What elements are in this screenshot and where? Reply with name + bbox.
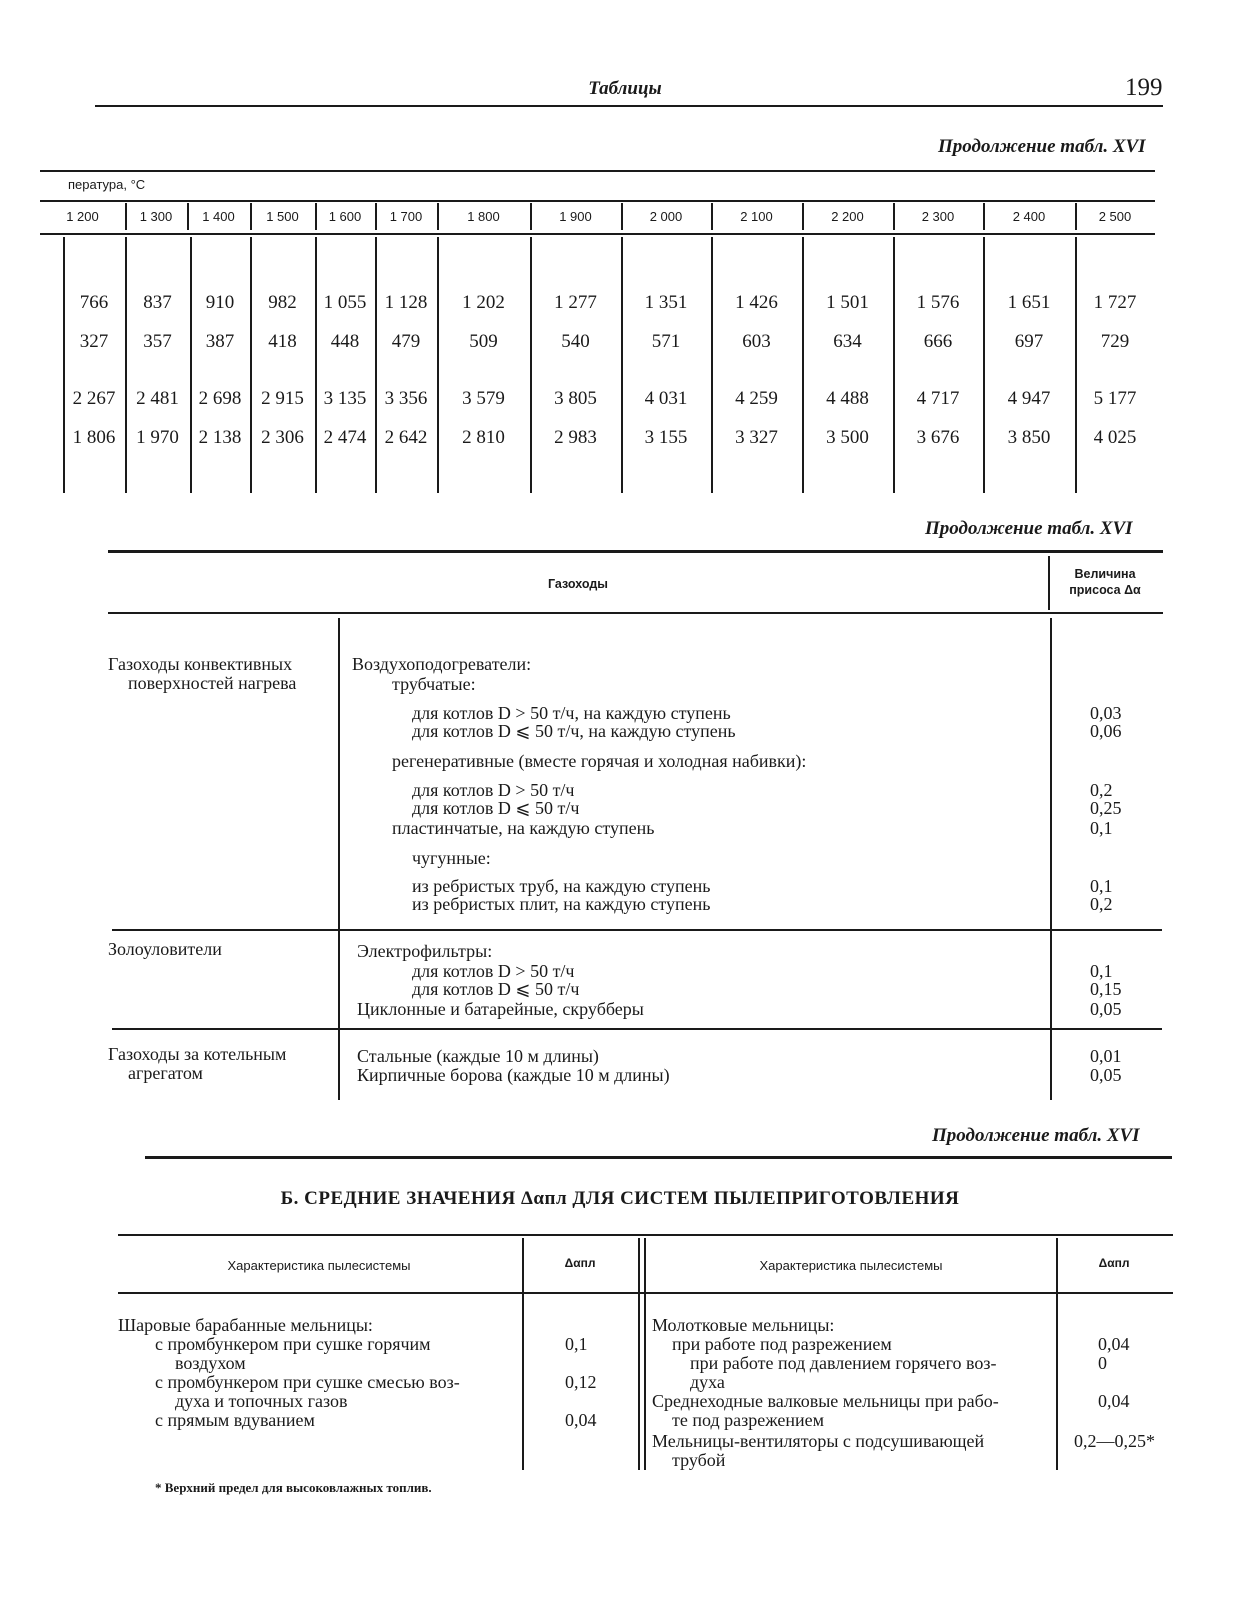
table1-cell: 2 642: [384, 427, 428, 448]
table1-cell: 387: [205, 331, 235, 352]
table1-cell: 2 138: [198, 427, 242, 448]
table1-cell: 4 488: [826, 388, 869, 409]
running-title: Таблицы: [588, 78, 662, 99]
table1-cell: 729: [1100, 331, 1130, 352]
table1-column-line: [802, 237, 804, 493]
table3-left-value: 0,1: [565, 1334, 588, 1354]
table3-column-line: [638, 1238, 640, 1470]
table1-column-header: 2 200: [831, 209, 864, 224]
table1-cell: 766: [79, 292, 109, 313]
table1-cell: 540: [561, 331, 590, 352]
table1-cell: 3 155: [644, 427, 688, 448]
table3-right-text: Среднеходные валковые мельницы при рабо-: [652, 1391, 999, 1411]
table1-column-header: 1 600: [328, 209, 362, 224]
table1-column-line: [1075, 237, 1077, 493]
table1-header-rule: [40, 233, 1155, 235]
table2-group-rule: [112, 929, 1162, 931]
table1-cell: 4 717: [916, 388, 960, 409]
table1-cell: 357: [143, 331, 172, 352]
table1-column-header: 2 500: [1098, 209, 1132, 224]
table1-column-line: [893, 237, 895, 493]
table2-col-header-1: Газоходы: [548, 577, 608, 591]
table2-vline-header: [1048, 556, 1050, 610]
table1-column-line: [250, 237, 252, 493]
table1-column-header: 1 200: [66, 209, 99, 224]
table3-header-top-rule: [118, 1234, 1173, 1236]
footnote: * Верхний предел для высоковлажных топлив.: [155, 1480, 432, 1495]
table3-column-line: [644, 1238, 646, 1470]
table1-cell: 5 177: [1093, 388, 1137, 409]
table1-column-header: 1 500: [266, 209, 299, 224]
table2-line-text: для котлов D ⩽ 50 т/ч: [412, 979, 580, 999]
table1-cell: 1 277: [554, 292, 597, 313]
table1-continuation: Продолжение табл. XVI: [938, 136, 1146, 157]
table1-cell: 3 676: [916, 427, 960, 448]
table1-cell: 1 128: [384, 292, 428, 313]
table2-top-rule: [108, 550, 1163, 553]
table3-column-line: [1056, 1238, 1058, 1470]
table2-line-value: 0,2: [1090, 780, 1113, 800]
table1-column-header: 1 800: [467, 209, 500, 224]
table3-continuation: Продолжение табл. XVI: [932, 1125, 1140, 1146]
table1-column-line: [375, 237, 377, 493]
table3-right-text: при работе под давлением горячего воз-: [690, 1353, 997, 1373]
table2-line-text: для котлов D ⩽ 50 т/ч, на каждую ступень: [412, 721, 736, 741]
table1-cell: 2 915: [261, 388, 304, 409]
table1-column-line: [63, 237, 65, 493]
table1-column-header: 1 900: [559, 209, 592, 224]
table2-line-text: регенеративные (вместе горячая и холодная набивки):: [392, 751, 807, 771]
table3-top-rule: [145, 1156, 1172, 1159]
table1-cell: 910: [205, 292, 235, 313]
table1-cell: 3 805: [554, 388, 597, 409]
table3-col-val-left: Δαпл: [564, 1256, 596, 1270]
table2-line-text: Электрофильтры:: [357, 941, 493, 961]
table3-col-char-right: Характеристика пылесистемы: [759, 1258, 943, 1273]
table1-column-line: [315, 237, 317, 493]
table1-sub-rule: [40, 200, 1155, 202]
table1-cell: 2 698: [198, 388, 242, 409]
table1-cell: 3 356: [384, 388, 428, 409]
table1-cell: 697: [1014, 331, 1044, 352]
table1-cell: 603: [742, 331, 771, 352]
table1-cell: 1 202: [462, 292, 505, 313]
table3-left-text: с промбункером при сушке смесью воз-: [155, 1372, 460, 1392]
table1-cell: 1 426: [735, 292, 778, 313]
table3-right-value: 0,04: [1098, 1334, 1130, 1354]
table2-line-text: для котлов D ⩽ 50 т/ч: [412, 798, 580, 818]
table1-cell: 509: [469, 331, 498, 352]
table2-line-value: 0,05: [1090, 1065, 1122, 1085]
table3-col-val-right: Δαпл: [1098, 1256, 1130, 1270]
table3-right-value: 0: [1098, 1353, 1107, 1373]
table3-right-text: те под разрежением: [672, 1410, 825, 1430]
table1-column-line: [711, 237, 713, 493]
table3-left-text: духа и топочных газов: [175, 1391, 348, 1411]
table1-cell: 3 500: [826, 427, 869, 448]
table2-line-value: 0,05: [1090, 999, 1122, 1019]
table1-column-line: [190, 237, 192, 493]
table1-column-line: [621, 237, 623, 493]
table2-line-text: Стальные (каждые 10 м длины): [357, 1046, 599, 1066]
table1-cell: 571: [651, 331, 681, 352]
table1-cell: 327: [79, 331, 109, 352]
table1-cell: 2 983: [554, 427, 597, 448]
table2-group-name: агрегатом: [128, 1063, 203, 1083]
table2-line-value: 0,06: [1090, 721, 1122, 741]
table3-col-char-left: Характеристика пылесистемы: [227, 1258, 411, 1273]
table1-column-header: 1 400: [202, 209, 235, 224]
table2-header-rule: [108, 612, 1163, 614]
table2-line-text: из ребристых труб, на каждую ступень: [412, 876, 711, 896]
table2-line-value: 0,2: [1090, 894, 1113, 914]
table3-right-value: 0,2—0,25*: [1074, 1431, 1155, 1451]
table2-group-name: Газоходы конвективных: [108, 654, 293, 674]
table2-group-name: поверхностей нагрева: [128, 673, 297, 693]
table1-cell: 3 135: [323, 388, 367, 409]
table2-line-text: пластинчатые, на каждую ступень: [392, 818, 655, 838]
table2-line-value: 0,1: [1090, 876, 1113, 896]
table3-right-value: 0,04: [1098, 1391, 1130, 1411]
table1-column-line: [983, 237, 985, 493]
table1-column-header: 1 700: [389, 209, 423, 224]
table1-cell: 2 474: [323, 427, 367, 448]
table2-line-text: Циклонные и батарейные, скрубберы: [357, 999, 644, 1019]
table1-column-header: 2 100: [740, 209, 773, 224]
table3-left-text: воздухом: [175, 1353, 246, 1373]
table1-cell: 1 651: [1007, 292, 1051, 313]
table1-cell: 1 806: [72, 427, 116, 448]
table1-cell: 4 947: [1007, 388, 1051, 409]
table2-group-rule: [112, 1028, 1162, 1030]
table1-column-line: [530, 237, 532, 493]
table1-cell: 4 025: [1093, 427, 1137, 448]
table1-cell: 2 267: [72, 388, 116, 409]
table1-cell: 3 579: [462, 388, 505, 409]
table2-line-value: 0,25: [1090, 798, 1122, 818]
table1-column-header: 2 300: [921, 209, 955, 224]
table3-right-text: Молотковые мельницы:: [652, 1315, 835, 1335]
table1-column-header: 1 300: [139, 209, 173, 224]
table1-cell: 418: [268, 331, 297, 352]
table1-top-rule: [40, 170, 1155, 172]
table1-cell: 982: [268, 292, 297, 313]
table2-line-value: 0,01: [1090, 1046, 1122, 1066]
table1-cell: 666: [923, 331, 953, 352]
table2-line-text: для котлов D > 50 т/ч: [412, 961, 575, 981]
table1-cell: 837: [143, 292, 172, 313]
table3-left-value: 0,12: [565, 1372, 597, 1392]
table1-column-line: [125, 237, 127, 493]
table1-column-header: 2 000: [649, 209, 683, 224]
table2-line-value: 0,1: [1090, 961, 1113, 981]
table2-line-value: 0,03: [1090, 703, 1122, 723]
table1-cell: 2 306: [261, 427, 304, 448]
header-rule: [95, 105, 1163, 107]
table3-left-value: 0,04: [565, 1410, 597, 1430]
table1-cell: 3 327: [735, 427, 778, 448]
table1-cell: 1 727: [1093, 292, 1137, 313]
table2-line-text: Воздухоподогреватели:: [352, 654, 532, 674]
table2-line-text: из ребристых плит, на каждую ступень: [412, 894, 711, 914]
table2-col-header-2b: присоса Δα: [1069, 583, 1141, 597]
table2-line-text: чугунные:: [412, 848, 491, 868]
table1-cell: 1 055: [323, 292, 367, 313]
table3-right-text: духа: [690, 1372, 725, 1392]
table2-line-value: 0,15: [1090, 979, 1122, 999]
table2-line-text: Кирпичные борова (каждые 10 м длины): [357, 1065, 670, 1085]
table1-column-line: [437, 237, 439, 493]
table1-cell: 1 970: [136, 427, 179, 448]
table2-group-name: Золоуловители: [108, 939, 222, 959]
table3-header-bottom-rule: [118, 1292, 1173, 1294]
table1-cell: 2 481: [136, 388, 179, 409]
table3-title: Б. СРЕДНИЕ ЗНАЧЕНИЯ Δαпл ДЛЯ СИСТЕМ ПЫЛЕПРИГОТОВЛЕНИЯ: [280, 1188, 960, 1209]
page-number: 199: [1125, 74, 1163, 101]
table1-cell: 479: [391, 331, 421, 352]
table1-cell: 1 576: [916, 292, 960, 313]
table3-right-text: Мельницы-вентиляторы с подсушивающей: [652, 1431, 985, 1451]
table2-line-text: для котлов D > 50 т/ч: [412, 780, 575, 800]
table1-cell: 4 031: [644, 388, 688, 409]
table1-cell: 1 501: [826, 292, 869, 313]
table2-line-text: трубчатые:: [392, 674, 476, 694]
table3-column-line: [522, 1238, 524, 1470]
table1-cell: 448: [330, 331, 360, 352]
table2-col-header-2a: Величина: [1074, 567, 1136, 581]
table2-group-name: Газоходы за котельным: [108, 1044, 287, 1064]
table2-continuation: Продолжение табл. XVI: [925, 518, 1133, 539]
table3-right-text: трубой: [672, 1450, 726, 1470]
table1-column-header: 2 400: [1012, 209, 1046, 224]
table3-right-text: при работе под разрежением: [672, 1334, 892, 1354]
table1-cell: 1 351: [644, 292, 688, 313]
table1-cell: 634: [833, 331, 862, 352]
table1-cell: 3 850: [1007, 427, 1051, 448]
table3-left-text: Шаровые барабанные мельницы:: [118, 1315, 373, 1335]
table1-cell: 4 259: [735, 388, 778, 409]
table1-label: пература, °С: [68, 177, 146, 192]
table2-line-value: 0,1: [1090, 818, 1113, 838]
table3-left-text: с прямым вдуванием: [155, 1410, 315, 1430]
table3-left-text: с промбункером при сушке горячим: [155, 1334, 431, 1354]
table2-line-text: для котлов D > 50 т/ч, на каждую ступень: [412, 703, 731, 723]
table1-cell: 2 810: [462, 427, 505, 448]
